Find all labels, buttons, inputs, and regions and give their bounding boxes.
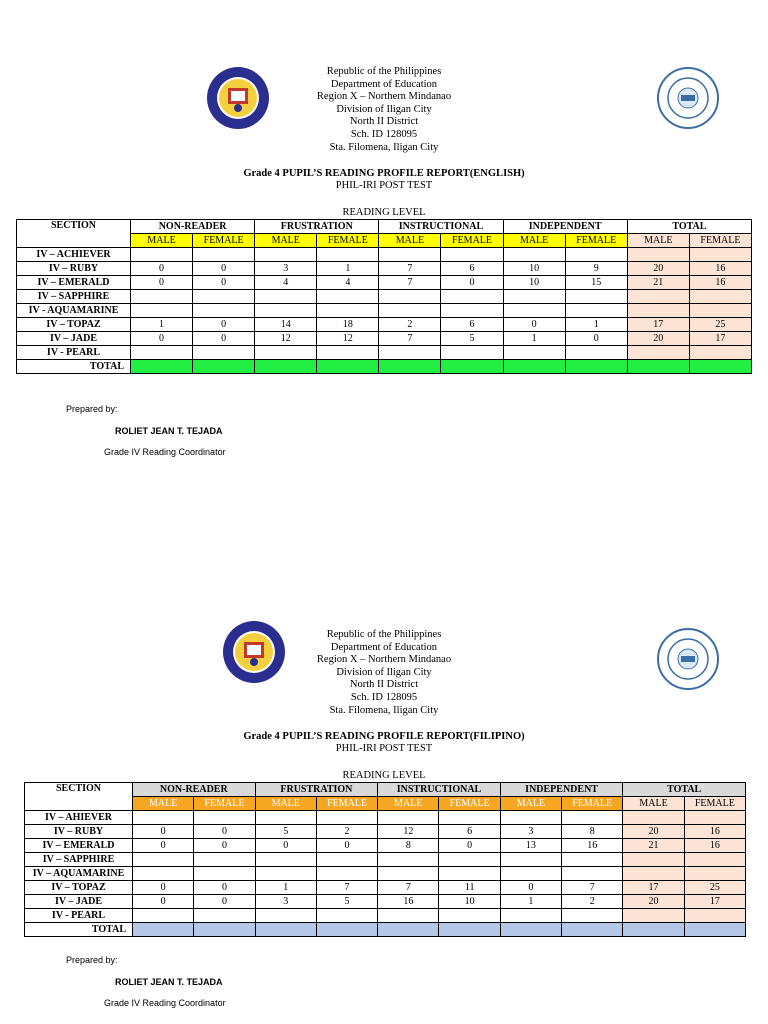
table-row	[25, 909, 746, 923]
section-name: IV – TOPAZ	[25, 881, 133, 895]
table-cell	[623, 811, 684, 825]
preparer-name: ROLIET JEAN T. TEJADA	[115, 977, 223, 987]
section-header: SECTION	[25, 783, 133, 811]
report-title: Grade 4 PUPIL’S READING PROFILE REPORT(FILIPINO)	[243, 731, 525, 742]
table-cell: 16	[684, 839, 745, 853]
female-header: FEMALE	[565, 234, 627, 248]
table-cell: 0	[439, 839, 500, 853]
letterhead-line: Republic of the Philippines	[326, 66, 442, 77]
letterhead-line: Department of Education	[330, 78, 438, 90]
table-cell: 0	[194, 839, 255, 853]
male-header: MALE	[131, 234, 193, 248]
table-cell: 12	[317, 332, 379, 346]
table-cell	[194, 853, 255, 867]
section-name: IV – SAPPHIRE	[25, 853, 133, 867]
section-name: IV - PEARL	[17, 346, 131, 360]
group-header: INDEPENDENT	[500, 783, 623, 797]
table-cell	[500, 909, 561, 923]
table-cell	[316, 853, 377, 867]
table-cell: 2	[562, 895, 623, 909]
female-header: FEMALE	[317, 234, 379, 248]
preparer-role: Grade IV Reading Coordinator	[104, 447, 226, 457]
table-cell	[500, 867, 561, 881]
table-cell: 16	[378, 895, 439, 909]
table-cell: 20	[623, 825, 684, 839]
table-cell: 12	[255, 332, 317, 346]
letterhead-line: North II District	[349, 116, 419, 128]
table-cell: 6	[441, 318, 503, 332]
table-cell: 16	[689, 276, 751, 290]
table-cell: 7	[316, 881, 377, 895]
letterhead-line: Department of Education	[330, 641, 438, 653]
table-cell	[378, 811, 439, 825]
table-cell: 0	[194, 825, 255, 839]
table-cell: 2	[379, 318, 441, 332]
table-cell	[133, 811, 194, 825]
table-cell	[562, 853, 623, 867]
table-cell: 0	[194, 881, 255, 895]
table-row	[25, 895, 746, 909]
group-header: FRUSTRATION	[255, 783, 378, 797]
table-cell: 16	[562, 839, 623, 853]
table-cell: 0	[565, 332, 627, 346]
table-cell	[684, 811, 745, 825]
table-cell: 0	[194, 895, 255, 909]
table-cell	[194, 811, 255, 825]
male-header: MALE	[627, 234, 689, 248]
table-cell	[562, 909, 623, 923]
table-cell: 0	[193, 262, 255, 276]
table-cell	[500, 853, 561, 867]
table-cell	[439, 867, 500, 881]
table-cell: 6	[441, 262, 503, 276]
male-header: MALE	[133, 797, 194, 811]
table-cell	[133, 867, 194, 881]
group-header: INSTRUCTIONAL	[379, 220, 503, 234]
female-header: FEMALE	[562, 797, 623, 811]
group-header: TOTAL	[623, 783, 746, 797]
letterhead-line: Sta. Filomena, Iligan City	[329, 141, 439, 153]
table-cell	[194, 909, 255, 923]
table-cell: 18	[317, 318, 379, 332]
table-cell	[623, 853, 684, 867]
section-name: IV - PEARL	[25, 909, 133, 923]
section-name: IV – TOPAZ	[17, 318, 131, 332]
table-cell: 20	[627, 262, 689, 276]
table-row	[25, 811, 746, 825]
section-name: IV – EMERALD	[17, 276, 131, 290]
table-cell: 2	[316, 825, 377, 839]
table-cell: 0	[193, 276, 255, 290]
letterhead-line: North II District	[349, 679, 419, 691]
table-cell	[623, 909, 684, 923]
table-cell: 14	[255, 318, 317, 332]
table-cell: 17	[627, 318, 689, 332]
total-label: TOTAL	[17, 360, 131, 374]
table-cell	[684, 909, 745, 923]
section-name: IV – AHIEVER	[25, 811, 133, 825]
table-cell: 17	[689, 332, 751, 346]
table-cell	[133, 853, 194, 867]
section-name: IV – EMERALD	[25, 839, 133, 853]
table-cell: 0	[316, 839, 377, 853]
section-name: IV – JADE	[17, 332, 131, 346]
table-cell: 20	[623, 895, 684, 909]
table-cell: 1	[317, 262, 379, 276]
table-cell	[378, 867, 439, 881]
group-header: INDEPENDENT	[503, 220, 627, 234]
total-cell	[500, 923, 561, 937]
table-row	[25, 839, 746, 853]
total-cell	[133, 923, 194, 937]
table-cell	[316, 811, 377, 825]
male-header: MALE	[255, 234, 317, 248]
table-cell	[623, 867, 684, 881]
section-name: IV – ACHIEVER	[17, 248, 131, 262]
table-cell: 3	[255, 262, 317, 276]
table-cell: 3	[500, 825, 561, 839]
table-cell: 4	[317, 276, 379, 290]
table-cell	[255, 909, 316, 923]
table-group-header-row	[25, 783, 746, 797]
table-row	[25, 853, 746, 867]
prepared-by-label: Prepared by:	[66, 955, 118, 965]
table-row	[25, 825, 746, 839]
table-cell	[500, 811, 561, 825]
total-cell	[623, 923, 684, 937]
letterhead	[0, 629, 768, 717]
table-cell	[255, 811, 316, 825]
section-name: IV - AQUAMARINE	[17, 304, 131, 318]
table-cell: 10	[503, 276, 565, 290]
table-cell: 7	[379, 332, 441, 346]
table-subheader-row	[25, 797, 746, 811]
table-cell: 17	[623, 881, 684, 895]
letterhead-line: Republic of the Philippines	[326, 629, 442, 640]
letterhead-line: Region X – Northern Mindanao	[316, 91, 452, 103]
total-cell	[684, 923, 745, 937]
female-header: FEMALE	[194, 797, 255, 811]
table-cell	[255, 853, 316, 867]
table-cell: 0	[500, 881, 561, 895]
preparer-role: Grade IV Reading Coordinator	[104, 998, 226, 1008]
letterhead-line: Division of Iligan City	[336, 666, 432, 678]
table-cell: 11	[439, 881, 500, 895]
female-header: FEMALE	[689, 234, 751, 248]
letterhead-line: Sch. ID 128095	[350, 128, 418, 140]
table-cell: 15	[565, 276, 627, 290]
section-name: IV – RUBY	[17, 262, 131, 276]
table-cell: 7	[562, 881, 623, 895]
table-cell	[439, 853, 500, 867]
table-cell: 5	[316, 895, 377, 909]
table-cell: 10	[439, 895, 500, 909]
female-header: FEMALE	[684, 797, 745, 811]
table-cell: 0	[503, 318, 565, 332]
female-header: FEMALE	[441, 234, 503, 248]
table-cell: 16	[684, 825, 745, 839]
table-cell: 0	[131, 332, 193, 346]
table-cell: 8	[378, 839, 439, 853]
table-cell	[439, 811, 500, 825]
letterhead-line: Region X – Northern Mindanao	[316, 654, 452, 666]
table-cell: 1	[255, 881, 316, 895]
table-row	[25, 881, 746, 895]
reading-level-label: READING LEVEL	[342, 770, 426, 781]
female-header: FEMALE	[316, 797, 377, 811]
table-cell: 1	[131, 318, 193, 332]
reading-level-label: READING LEVEL	[342, 207, 426, 218]
female-header: FEMALE	[193, 234, 255, 248]
table-cell: 0	[133, 881, 194, 895]
table-cell: 0	[133, 839, 194, 853]
table-cell	[255, 867, 316, 881]
table-cell: 21	[627, 276, 689, 290]
total-cell	[562, 923, 623, 937]
table-cell: 7	[379, 276, 441, 290]
section-name: IV – RUBY	[25, 825, 133, 839]
group-header: NON-READER	[133, 783, 256, 797]
table-cell	[133, 909, 194, 923]
table-cell: 5	[255, 825, 316, 839]
table-cell: 7	[379, 262, 441, 276]
male-header: MALE	[378, 797, 439, 811]
table-cell: 0	[133, 825, 194, 839]
table-cell: 6	[439, 825, 500, 839]
male-header: MALE	[503, 234, 565, 248]
reading-profile-table	[24, 782, 746, 937]
table-cell	[684, 867, 745, 881]
table-cell	[684, 853, 745, 867]
report-title: Grade 4 PUPIL’S READING PROFILE REPORT(ENGLISH)	[243, 168, 525, 179]
female-header: FEMALE	[439, 797, 500, 811]
total-cell	[439, 923, 500, 937]
group-header: INSTRUCTIONAL	[378, 783, 501, 797]
table-cell: 0	[131, 262, 193, 276]
table-cell: 5	[441, 332, 503, 346]
group-header: TOTAL	[627, 220, 751, 234]
table-cell	[316, 909, 377, 923]
table-row	[25, 867, 746, 881]
report-subtitle: PHIL-IRI POST TEST	[335, 743, 433, 754]
table-cell	[194, 867, 255, 881]
table-cell: 1	[503, 332, 565, 346]
table-cell: 0	[255, 839, 316, 853]
table-cell: 21	[623, 839, 684, 853]
table-cell: 8	[562, 825, 623, 839]
table-cell: 25	[684, 881, 745, 895]
report-title-block	[0, 731, 768, 755]
table-cell: 1	[500, 895, 561, 909]
section-header: SECTION	[17, 220, 131, 248]
table-cell: 0	[193, 318, 255, 332]
table-cell	[562, 811, 623, 825]
table-cell	[316, 867, 377, 881]
table-cell: 0	[441, 276, 503, 290]
table-cell	[439, 909, 500, 923]
table-cell	[378, 909, 439, 923]
male-header: MALE	[500, 797, 561, 811]
table-cell: 16	[689, 262, 751, 276]
letterhead-line: Sta. Filomena, Iligan City	[329, 704, 439, 716]
table-cell: 25	[689, 318, 751, 332]
table-cell	[378, 853, 439, 867]
prepared-by-label: Prepared by:	[66, 404, 118, 414]
table-cell: 4	[255, 276, 317, 290]
table-cell: 10	[503, 262, 565, 276]
total-cell	[194, 923, 255, 937]
table-cell: 3	[255, 895, 316, 909]
section-name: IV – AQUAMARINE	[25, 867, 133, 881]
total-cell	[255, 923, 316, 937]
table-cell: 12	[378, 825, 439, 839]
group-header: NON-READER	[131, 220, 255, 234]
group-header: FRUSTRATION	[255, 220, 379, 234]
table-cell: 7	[378, 881, 439, 895]
table-cell: 9	[565, 262, 627, 276]
table-cell: 20	[627, 332, 689, 346]
male-header: MALE	[379, 234, 441, 248]
total-cell	[378, 923, 439, 937]
preparer-name: ROLIET JEAN T. TEJADA	[115, 426, 223, 436]
letterhead-line: Division of Iligan City	[336, 103, 432, 115]
total-label: TOTAL	[25, 923, 133, 937]
table-cell	[562, 867, 623, 881]
section-name: IV – SAPPHIRE	[17, 290, 131, 304]
school-seal-icon	[656, 627, 720, 691]
table-cell: 17	[684, 895, 745, 909]
male-header: MALE	[623, 797, 684, 811]
table-cell: 0	[133, 895, 194, 909]
report-subtitle: PHIL-IRI POST TEST	[335, 180, 433, 191]
letterhead-line: Sch. ID 128095	[350, 691, 418, 703]
table-cell: 0	[131, 276, 193, 290]
male-header: MALE	[255, 797, 316, 811]
total-row	[25, 923, 746, 937]
table-cell: 13	[500, 839, 561, 853]
total-cell	[316, 923, 377, 937]
section-name: IV – JADE	[25, 895, 133, 909]
table-cell: 0	[193, 332, 255, 346]
table-cell: 1	[565, 318, 627, 332]
